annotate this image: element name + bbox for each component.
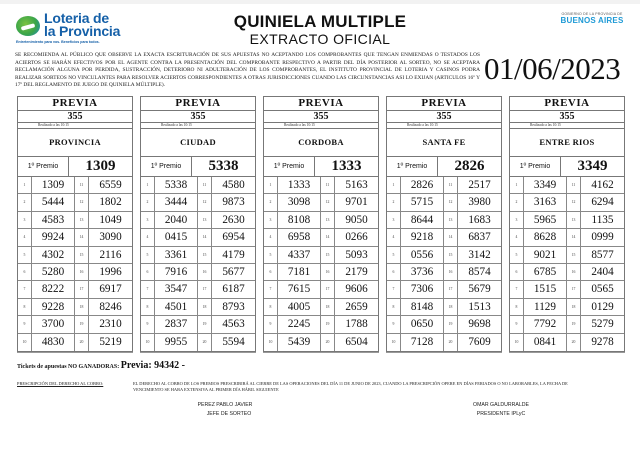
position-label: 3	[18, 212, 32, 229]
position-label: 3	[264, 212, 278, 229]
position-label: 14	[567, 229, 581, 246]
draw-number: 355	[264, 111, 378, 123]
result-number: 1049	[89, 212, 132, 229]
draw-number: 355	[18, 111, 132, 123]
province-name: PROVINCIA	[18, 129, 132, 157]
position-label: 3	[141, 212, 155, 229]
position-label: 2	[264, 194, 278, 211]
result-card-cordoba	[263, 96, 379, 352]
result-number: 6837	[458, 229, 501, 246]
prescripcion-label: PRESCRIPCIÓN DEL DERECHO AL COBRO:	[17, 381, 104, 386]
position-label: 20	[444, 334, 458, 351]
non-winning-tickets-value: Previa: 94342 -	[120, 360, 185, 371]
position-label: 8	[510, 299, 524, 316]
position-label: 3	[387, 212, 401, 229]
result-number: 4501	[155, 299, 198, 316]
position-label: 10	[387, 334, 401, 351]
result-number: 1309	[32, 177, 75, 194]
result-number: 3090	[89, 229, 132, 246]
draw-name: PREVIA	[18, 97, 132, 111]
result-number: 1513	[458, 299, 501, 316]
result-number: 4830	[32, 334, 75, 351]
results-grid	[18, 177, 132, 351]
position-label: 11	[75, 177, 89, 194]
position-label: 13	[444, 212, 458, 229]
position-label: 16	[567, 264, 581, 281]
result-number: 5444	[32, 194, 75, 211]
draw-time: Realizado a las 10:15	[264, 123, 378, 129]
result-number: 7615	[278, 281, 321, 298]
draw-name: PREVIA	[387, 97, 501, 111]
position-label: 12	[75, 194, 89, 211]
result-number: 4563	[212, 316, 255, 333]
buenos-aires-logo: GOBIERNO DE LA PROVINCIA DE BUENOS AIRES	[560, 12, 624, 25]
position-label: 19	[567, 316, 581, 333]
position-label: 7	[387, 281, 401, 298]
result-number: 3361	[155, 247, 198, 264]
position-label: 2	[510, 194, 524, 211]
position-label: 8	[18, 299, 32, 316]
position-label: 10	[18, 334, 32, 351]
result-number: 8577	[581, 247, 624, 264]
results-grid	[264, 177, 378, 351]
first-prize-value: 2826	[454, 158, 485, 174]
result-number: 1802	[89, 194, 132, 211]
position-label: 11	[198, 177, 212, 194]
position-label: 15	[444, 247, 458, 264]
first-prize-value: 3349	[577, 158, 608, 174]
result-number: 5163	[335, 177, 378, 194]
position-label: 17	[321, 281, 335, 298]
position-label: 16	[75, 264, 89, 281]
position-label: 13	[75, 212, 89, 229]
position-label: 19	[444, 316, 458, 333]
results-grid	[510, 177, 624, 351]
result-number: 3098	[278, 194, 321, 211]
result-number: 4179	[212, 247, 255, 264]
position-label: 5	[141, 247, 155, 264]
position-label: 5	[18, 247, 32, 264]
result-number: 9278	[591, 335, 614, 348]
result-number: 7916	[155, 264, 198, 281]
position-label: 18	[321, 299, 335, 316]
draw-time: Realizado a las 10:15	[387, 123, 501, 129]
result-number: 0999	[581, 229, 624, 246]
logo-text: Loteria de la Provincia	[44, 10, 121, 39]
result-number: 4580	[212, 177, 255, 194]
position-label: 6	[510, 264, 524, 281]
draw-name: PREVIA	[264, 97, 378, 111]
position-label: 9	[18, 316, 32, 333]
result-number: 9050	[335, 212, 378, 229]
position-label: 8	[387, 299, 401, 316]
result-number: 0650	[401, 316, 444, 333]
page-title: QUINIELA MULTIPLE	[233, 12, 407, 31]
position-label: 13	[567, 212, 581, 229]
draw-number: 355	[510, 111, 624, 123]
province-name: CIUDAD	[141, 129, 255, 157]
position-label: 18	[75, 299, 89, 316]
result-number: 5715	[401, 194, 444, 211]
result-number: 2826	[401, 177, 444, 194]
result-number: 5965	[524, 212, 567, 229]
result-number: 6958	[278, 229, 321, 246]
position-label: 1	[18, 177, 32, 194]
first-prize-value: 1309	[85, 158, 116, 174]
result-number: 0415	[155, 229, 198, 246]
result-number: 7128	[401, 334, 444, 351]
first-prize-label: 1º Premio	[387, 157, 438, 176]
position-label: 19	[321, 316, 335, 333]
result-number: 1333	[278, 177, 321, 194]
first-prize-row	[264, 157, 378, 177]
position-label: 7	[510, 281, 524, 298]
result-number: 0841	[524, 334, 567, 351]
position-label: 19	[75, 316, 89, 333]
results-grid	[387, 177, 501, 351]
page-subtitle: EXTRACTO OFICIAL	[249, 31, 391, 47]
position-label: 11	[567, 177, 581, 194]
position-label: 9	[141, 316, 155, 333]
result-number: 8628	[524, 229, 567, 246]
result-number: 3142	[458, 247, 501, 264]
result-number: 4302	[32, 247, 75, 264]
position-label: 18	[198, 299, 212, 316]
result-number: 1135	[581, 212, 624, 229]
draw-date: 01/06/2023	[484, 51, 621, 86]
position-label: 17	[567, 281, 581, 298]
result-number: 5677	[212, 264, 255, 281]
first-prize-label: 1º Premio	[18, 157, 69, 176]
result-number: 7792	[524, 316, 567, 333]
result-number: 0129	[581, 299, 624, 316]
non-winning-tickets: Tickets de apuestas NO GANADORAS: Previa: 94342 -	[17, 360, 185, 371]
draw-name: PREVIA	[141, 97, 255, 111]
result-card-provincia	[17, 96, 133, 352]
position-label: 2	[387, 194, 401, 211]
position-label: 13	[321, 212, 335, 229]
result-number: 4162	[581, 177, 624, 194]
result-number: 3736	[401, 264, 444, 281]
results-grid	[141, 177, 255, 351]
position-label: 15	[75, 247, 89, 264]
result-card-entre-rios	[509, 96, 625, 352]
position-label: 4	[387, 229, 401, 246]
logo-tagline: Entretenimiento para vos. Beneficios para todos.	[16, 40, 100, 44]
position-label: 12	[198, 194, 212, 211]
position-label: 5	[510, 247, 524, 264]
result-number: 9698	[458, 316, 501, 333]
position-label: 7	[141, 281, 155, 298]
result-number: 3700	[32, 316, 75, 333]
result-number: 6294	[581, 194, 624, 211]
position-label: 1	[264, 177, 278, 194]
first-prize-row	[510, 157, 624, 177]
position-label: 14	[321, 229, 335, 246]
position-label: 17	[75, 281, 89, 298]
result-number: 9021	[524, 247, 567, 264]
result-number: 9924	[32, 229, 75, 246]
result-number: 2040	[155, 212, 198, 229]
first-prize-row	[141, 157, 255, 177]
result-number: 2517	[458, 177, 501, 194]
position-label: 7	[264, 281, 278, 298]
result-number: 2116	[89, 247, 132, 264]
result-number: 3349	[524, 177, 567, 194]
result-number: 3444	[155, 194, 198, 211]
top-bar	[0, 0, 640, 4]
draw-number: 355	[141, 111, 255, 123]
result-number: 2179	[335, 264, 378, 281]
position-label: 8	[264, 299, 278, 316]
position-label: 14	[75, 229, 89, 246]
signature-presidente: OMAR GALDURRALDE PRESIDENTE IPLyC	[473, 402, 529, 417]
position-label: 20	[75, 334, 89, 351]
result-number: 6917	[89, 281, 132, 298]
position-label: 17	[444, 281, 458, 298]
position-label: 5	[264, 247, 278, 264]
position-label: 20	[567, 334, 581, 351]
position-label: 9	[264, 316, 278, 333]
first-prize-value: 5338	[208, 158, 239, 174]
result-number: 3163	[524, 194, 567, 211]
first-prize-value: 1333	[331, 158, 362, 174]
position-label: 1	[510, 177, 524, 194]
position-label: 11	[321, 177, 335, 194]
position-label: 9	[387, 316, 401, 333]
position-label: 19	[198, 316, 212, 333]
position-label: 15	[321, 247, 335, 264]
result-number: 5280	[32, 264, 75, 281]
result-number: 9701	[335, 194, 378, 211]
result-number: 2659	[335, 299, 378, 316]
province-name: CORDOBA	[264, 129, 378, 157]
result-number: 2404	[581, 264, 624, 281]
result-number: 3547	[155, 281, 198, 298]
result-number: 8574	[458, 264, 501, 281]
result-number: 7306	[401, 281, 444, 298]
first-prize-label: 1º Premio	[141, 157, 192, 176]
result-number: 7181	[278, 264, 321, 281]
result-number: 4005	[278, 299, 321, 316]
result-number: 6785	[524, 264, 567, 281]
result-number: 2630	[212, 212, 255, 229]
position-label: 6	[387, 264, 401, 281]
result-number: 9606	[335, 281, 378, 298]
result-number: 1129	[524, 299, 567, 316]
draw-time: Realizado a las 10:15	[141, 123, 255, 129]
result-number: 9955	[155, 334, 198, 351]
result-number: 7609	[468, 335, 491, 348]
result-number: 5338	[155, 177, 198, 194]
result-number: 2245	[278, 316, 321, 333]
position-label: 1	[141, 177, 155, 194]
result-number: 1996	[89, 264, 132, 281]
result-number: 5219	[99, 335, 122, 348]
result-number: 4337	[278, 247, 321, 264]
signature-jefe-sorteo: PEREZ PABLO JAVIER JEFE DE SORTEO	[197, 402, 253, 417]
position-label: 20	[321, 334, 335, 351]
result-number: 1683	[458, 212, 501, 229]
result-number: 5279	[581, 316, 624, 333]
result-number: 9218	[401, 229, 444, 246]
position-label: 1	[387, 177, 401, 194]
first-prize-label: 1º Premio	[510, 157, 561, 176]
position-label: 10	[264, 334, 278, 351]
position-label: 16	[321, 264, 335, 281]
position-label: 18	[567, 299, 581, 316]
result-number: 8222	[32, 281, 75, 298]
result-number: 6187	[212, 281, 255, 298]
position-label: 4	[510, 229, 524, 246]
first-prize-row	[387, 157, 501, 177]
result-number: 8793	[212, 299, 255, 316]
position-label: 14	[198, 229, 212, 246]
result-number: 6559	[89, 177, 132, 194]
first-prize-label: 1º Premio	[264, 157, 315, 176]
position-label: 17	[198, 281, 212, 298]
result-number: 0266	[335, 229, 378, 246]
result-number: 2837	[155, 316, 198, 333]
province-name: SANTA FE	[387, 129, 501, 157]
result-number: 0556	[401, 247, 444, 264]
result-number: 2310	[89, 316, 132, 333]
result-number: 9228	[32, 299, 75, 316]
result-number: 5093	[335, 247, 378, 264]
result-number: 8108	[278, 212, 321, 229]
position-label: 15	[198, 247, 212, 264]
disclaimer-text: SE RECOMIENDA AL PÚBLICO QUE OBSERVE LA EXACTA ESCRITURACIÓN DE SUS APUESTAS NO ACEPTANDO LOS COMPROBANTES QUE TENGAN ENMIENDAS O TESTADOS LOS ACIERTOS SE HARÁN EFECTIVOS POR EL AGENTE CONTRA LA PRESENTACIÓN DEL COMPROBANTE RESPECTIVO A PARTIR DEL DÍA POSTERIOR AL SORTEO, NO SE ACEPTARA RECLAMACIÓN ALGUNA POR PERDIDA, SUSTRACCIÓN, DETERIORO NI ADULTERACIÓN DE LOS COMPROBANTES, EL INSTITUTO PROVINCIAL DE LOTERIA Y CASINOS PODRA REALIZAR SORTEOS NO VINCULANTES PARA RESOLVER ACIERTOS CORRESPONDIENTES A OTRAS JURISDICCIONES CUANDO LAS CIRCUNSTANCIAS ASI LO EXIJAN (ARTICULOS 16º Y 17º DEL REGLAMENTO DE JUEGO DE QUINIELA MÚLTIPLE).	[15, 52, 480, 89]
result-number: 3980	[458, 194, 501, 211]
result-number: 8644	[401, 212, 444, 229]
position-label: 5	[387, 247, 401, 264]
position-label: 12	[321, 194, 335, 211]
position-label: 10	[510, 334, 524, 351]
draw-number: 355	[387, 111, 501, 123]
draw-name: PREVIA	[510, 97, 624, 111]
position-label: 12	[444, 194, 458, 211]
result-number: 4583	[32, 212, 75, 229]
position-label: 7	[18, 281, 32, 298]
province-name: ENTRE RIOS	[510, 129, 624, 157]
position-label: 6	[264, 264, 278, 281]
position-label: 4	[264, 229, 278, 246]
position-label: 3	[510, 212, 524, 229]
position-label: 6	[141, 264, 155, 281]
result-number: 5679	[458, 281, 501, 298]
position-label: 2	[141, 194, 155, 211]
position-label: 10	[141, 334, 155, 351]
position-label: 11	[444, 177, 458, 194]
position-label: 13	[198, 212, 212, 229]
result-number: 0565	[581, 281, 624, 298]
first-prize-row	[18, 157, 132, 177]
position-label: 16	[444, 264, 458, 281]
position-label: 4	[141, 229, 155, 246]
position-label: 14	[444, 229, 458, 246]
position-label: 6	[18, 264, 32, 281]
position-label: 2	[18, 194, 32, 211]
result-number: 5594	[222, 335, 245, 348]
result-number: 1788	[335, 316, 378, 333]
position-label: 8	[141, 299, 155, 316]
result-card-ciudad	[140, 96, 256, 352]
result-number: 9873	[212, 194, 255, 211]
position-label: 4	[18, 229, 32, 246]
result-number: 5439	[278, 334, 321, 351]
position-label: 20	[198, 334, 212, 351]
result-number: 8246	[89, 299, 132, 316]
position-label: 9	[510, 316, 524, 333]
position-label: 12	[567, 194, 581, 211]
position-label: 18	[444, 299, 458, 316]
prescripcion-text: EL DERECHO AL COBRO DE LOS PREMIOS PRESCRIBIRÁ AL CIERRE DE LAS OPERACIONES DEL DÍA 11 DE JUNIO DE 2023, CUANDO LA PRESCRIPCIÓN OPERE EN DÍAS FERIADOS O NO LABORABLES, LA FECHA DE VENCIMIENTO SE HARA EXTENSIVA AL PRIMER DÍA HÁBIL SIGUIENTE	[133, 381, 568, 393]
position-label: 15	[567, 247, 581, 264]
draw-time: Realizado a las 10:15	[18, 123, 132, 129]
result-card-santa-fe	[386, 96, 502, 352]
draw-time: Realizado a las 10:15	[510, 123, 624, 129]
result-number: 1515	[524, 281, 567, 298]
result-number: 6954	[212, 229, 255, 246]
position-label: 16	[198, 264, 212, 281]
result-number: 6504	[345, 335, 368, 348]
result-number: 8148	[401, 299, 444, 316]
